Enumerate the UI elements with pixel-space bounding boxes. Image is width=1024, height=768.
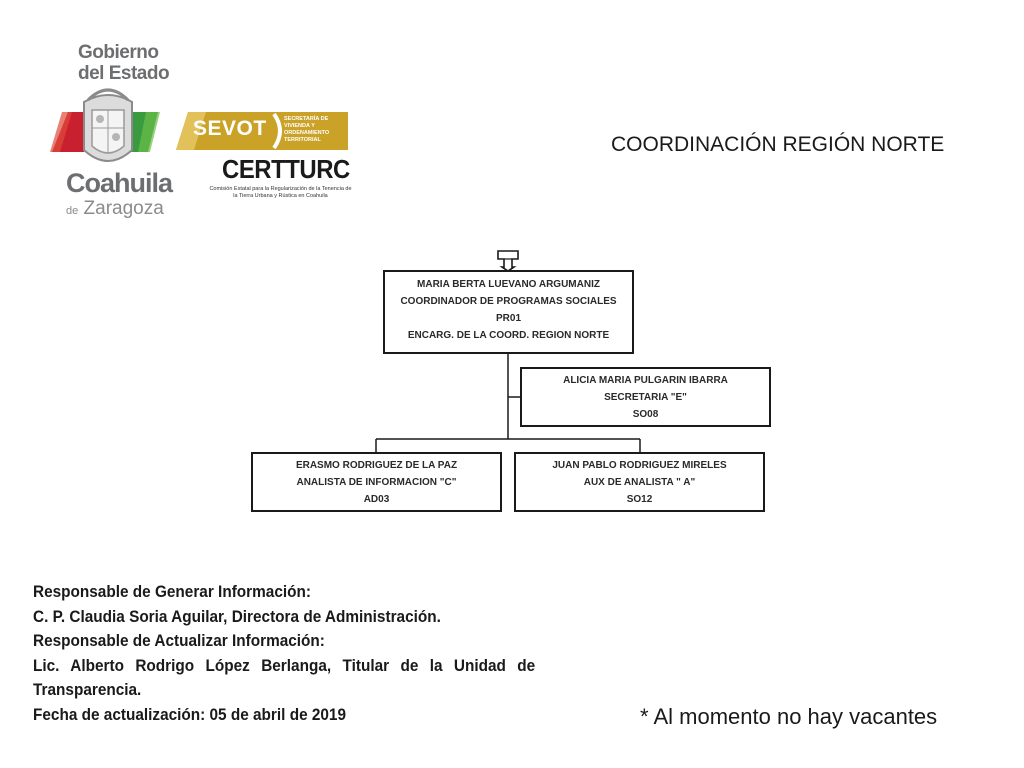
generate-person: C. P. Claudia Soria Aguilar, Directora de Administración. bbox=[33, 607, 441, 626]
up-level-icon[interactable] bbox=[497, 250, 519, 272]
node-position: COORDINADOR DE PROGRAMAS SOCIALES bbox=[400, 296, 617, 307]
gobierno-text: Gobierno bbox=[78, 42, 159, 63]
generate-label: Responsable de Generar Información: bbox=[33, 583, 311, 601]
certturc-text: CERTTURC bbox=[222, 154, 350, 184]
node-code: AD03 bbox=[363, 494, 390, 505]
node-note: ENCARG. DE LA COORD. REGION NORTE bbox=[407, 330, 610, 341]
zaragoza-text: de Zaragoza bbox=[66, 198, 164, 219]
coahuila-text: Coahuila bbox=[66, 168, 173, 198]
update-date: Fecha de actualización: 05 de abril de 2019 bbox=[33, 705, 347, 724]
node-code: SO12 bbox=[626, 494, 653, 505]
node-position: SECRETARIA "E" bbox=[604, 392, 687, 403]
vacancies-note: * Al momento no hay vacantes bbox=[640, 704, 938, 729]
node-name: ERASMO RODRIGUEZ DE LA PAZ bbox=[295, 460, 458, 471]
del-estado-text: del Estado bbox=[78, 63, 170, 84]
node-name: MARIA BERTA LUEVANO ARGUMANIZ bbox=[417, 279, 600, 290]
update-label: Responsable de Actualizar Información: bbox=[33, 632, 325, 650]
sevot-text: SEVOT bbox=[193, 117, 267, 140]
responsibles-block bbox=[33, 580, 535, 727]
update-person: Lic. Alberto Rodrigo López Berlanga, Titular de la Unidad de Transparencia. bbox=[33, 656, 536, 699]
node-code: PR01 bbox=[495, 313, 521, 324]
certturc-subtitle: Comisión Estatal para la Regularización de la Tenencia de la Tierra Urbana y Rústica en Coahuila bbox=[209, 186, 352, 199]
node-name: JUAN PABLO RODRIGUEZ MIRELES bbox=[552, 460, 727, 471]
page-title: COORDINACIÓN REGIÓN NORTE bbox=[611, 133, 945, 156]
org-node-coordinator bbox=[383, 270, 634, 354]
node-name: ALICIA MARIA PULGARIN IBARRA bbox=[563, 375, 728, 386]
org-node-aux-analyst bbox=[514, 452, 765, 512]
sevot-subtitle: SECRETARÍA DE VIVIENDA Y ORDENAMIENTO TERRITORIAL bbox=[284, 116, 330, 143]
org-node-secretary bbox=[520, 367, 771, 427]
org-node-analyst bbox=[251, 452, 502, 512]
node-position: AUX DE ANALISTA " A" bbox=[583, 477, 696, 488]
node-code: SO08 bbox=[632, 409, 659, 420]
node-position: ANALISTA DE INFORMACION "C" bbox=[296, 477, 457, 488]
